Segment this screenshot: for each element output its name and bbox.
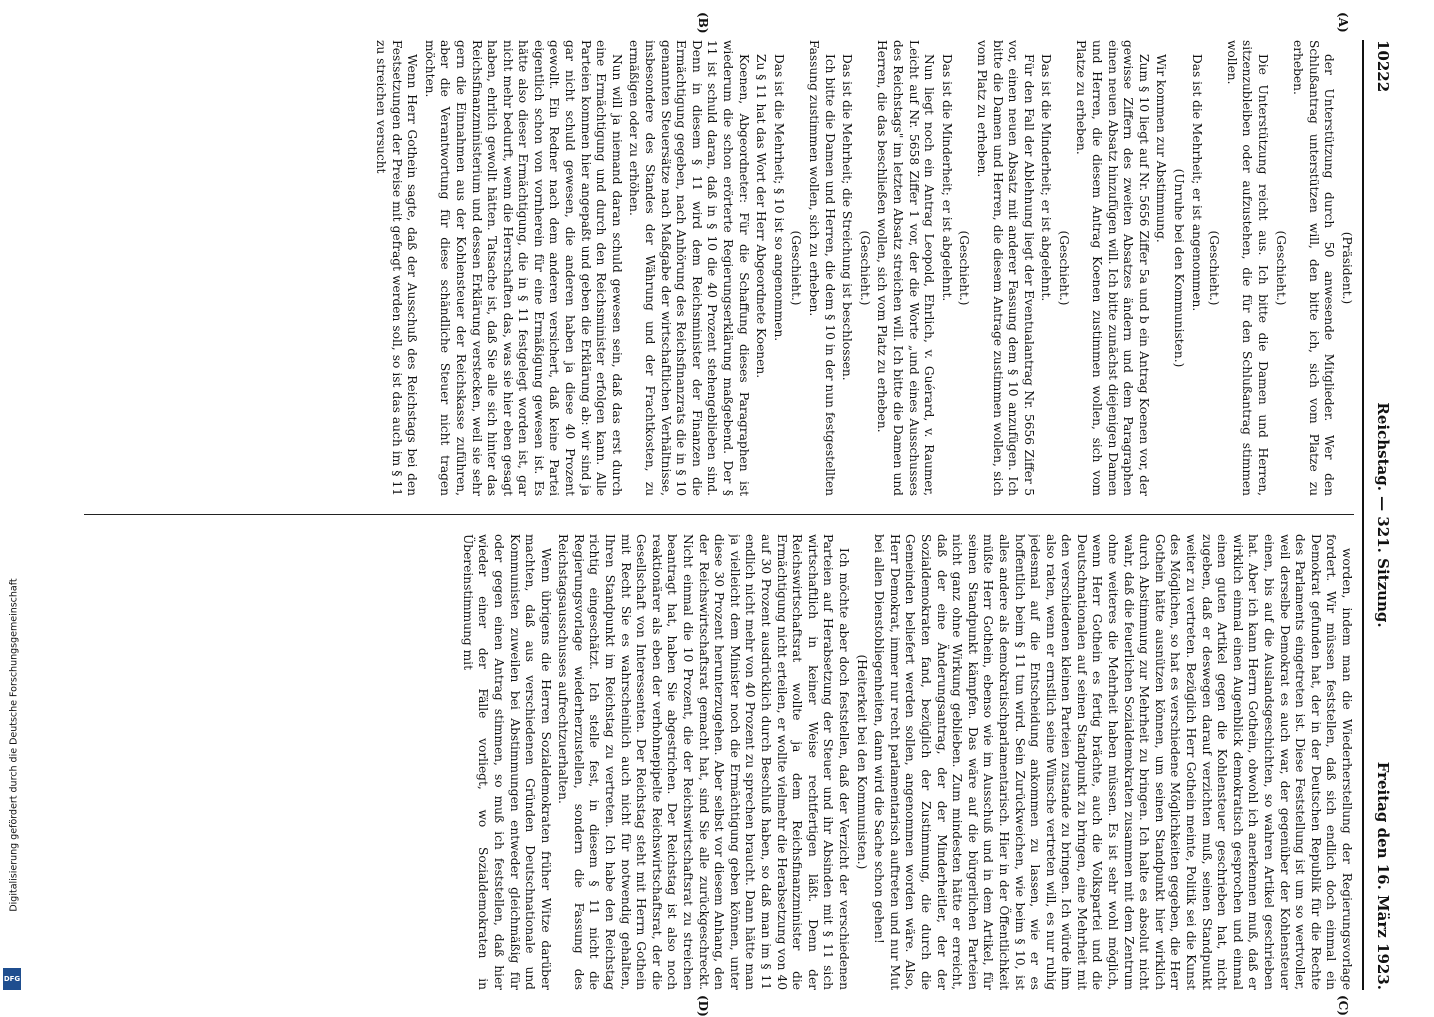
- left-column-paragraph: (Geschieht.): [789, 230, 804, 306]
- left-column-paragraph: Zu § 11 hat das Wort der Herr Abgeordnete Koenen.: [754, 54, 769, 379]
- left-column-paragraph: (Präsident.): [1340, 231, 1354, 305]
- left-column-paragraph: Das ist die Mehrheit; § 10 ist so angenommen.: [771, 54, 786, 342]
- left-column-paragraph: (Geschieht.): [957, 230, 972, 306]
- page-number: 10222: [1374, 40, 1392, 93]
- left-column-paragraph: (Geschieht.): [1056, 230, 1071, 306]
- session-date: Freitag den 16. März 1923.: [1374, 761, 1392, 990]
- right-column-paragraph: (Heiterkeit bei den Kommunisten.): [854, 654, 869, 870]
- left-column-paragraph: Das ist die Minderheit; er ist abgelehnt.: [939, 54, 954, 302]
- page-header: [1362, 40, 1400, 990]
- right-column-paragraph: Ich möchte aber doch feststellen, daß der Verzicht der verschiedenen Parteien auf Herabsetzung der Steuer und ihr Absinden mit § 11 sich wirtschaftlich in keiner Weise rechtfertigen läßt. Denn der Reichswirtschaftsrat wollte ja dem Reichsfinanzminister die Ermächtigung nicht erteilen, er wollte vielmehr die Herabsetzung von 40 auf 30 Prozent ausdrücklich durch Beschluß haben, so daß man im § 11 endlich nicht mehr von 40 Prozent zu sprechen braucht. Dann hätte man ja vielleicht dem Minister noch die Ermächtigung geben können, unter diese 30 Prozent herunterzugehen. Aber selbst vor diesem Anhang, den der Reichswirtschaftsrat gemacht hat, sind Sie alle zurückgeschreckt. Nicht einmal die 10 Prozent, die der Reichswirtschaftsrat zu streichen beantragt hat, haben Sie abgestrichen. Der Reichstag ist also noch reaktionärer als eben der verhohnepipelte Reichswirtschaftsrat, der die Gesellschaft von Interessenten. Der Reichstag steht mit Herrn Gothein mit Recht Sie es wahrscheinlich auch nicht für notwendig gehalten, Ihren Standpunkt im Reichstag zu vertreten. Ich habe den Reichstag richtig eingeschätzt. Ich stelle fest, in diesem § 11 nicht die Regierungsvorlage wiederherzustellen, sondern die Fassung des Reichstagsausschusses aufrechtzuerhalten.: [556, 534, 851, 990]
- left-column-paragraph: Ich bitte die Damen und Herren, die dem § 10 in der nun festgestellten Fassung zustimmen wollen, sich zu erheben.: [807, 40, 837, 496]
- margin-mark-a: (A): [1336, 12, 1350, 33]
- left-column-paragraph: (Unruhe bei den Kommunisten.): [1172, 168, 1187, 368]
- left-column-paragraph: (Geschieht.): [1207, 230, 1222, 306]
- margin-mark-c: (C): [1336, 995, 1350, 1016]
- right-column-paragraph: worden, indem man die Wiederherstellung der Regierungsvorlage fordert. Wir müssen feststellen, daß sich endlich doch einmal ein Demokrat gefunden hat, der in der Deutschen Republik für die Rechte des Parlaments eingetreten ist. Diese Feststellung ist um so wertvoller, weil derselbe Demokrat es auch war, der gegenüber der Kohlensteuer einen, bis auf die Auslandsgeschichten, so wahren Artikel geschrieben hat. Aber ich kann Herrn Gothein, obwohl ich anerkennen muß, daß er wirklich einmal einen Augenblick demokratisch gesprochen und einmal einen guten Artikel gegen die Kohlensteuer geschrieben hat, nicht zugeben, daß er deswegen darauf verzichten muß, seinen Standpunkt weiter zu vertreten. Bezüglich Herr Gothein meinte, Politik sei die Kunst des Möglichen, so hat es verschiedene Möglichkeiten gegeben, die Herr Gothein hätte ausnützen können, um seinen Standpunkt hier wirklich durch Abstimmung zur Mehrheit zu bringen. Ich halte es absolut nicht wahr, daß die feuerlichen Sozialdemokraten zusammen mit dem Zentrum ohne weiteres die Mehrheit haben müssen. Es ist sehr wohl möglich, wenn Herr Gothein es fertig brächte, auch die Volkspartei und die Deutschnationalen auf seinen Standpunkt zu bringen, eine Mehrheit mit den verschiedenen kleinen Parteien zustande zu bringen. Ich würde ihm also raten, wenn er ernstlich seine Wünsche vertreten will, es nur ruhig jedesmal auf die Entscheidung ankommen zu lassen, wie er es hoffentlich beim § 11 tun wird. Sein Zurückweichen, wie beim § 10, ist alles andere als demokratischparlamentarisch. Hier in der Öffentlichkeit müßte Herr Gothein, ebenso wie im Ausschuß und in dem Artikel, für seinen Standpunkt kämpfen. Das wäre auf die bürgerlichen Parteien nicht ganz ohne Wirkung geblieben. Zum mindesten hätte er erreicht, daß der eine Änderungsantrag, der der Minderheitler, der der Sozialdemokraten fand, bezüglich der Zustimmung, die durch die Gemeinden beliefert werden sollen, angenommen worden wäre. Also, Herr Demokrat, immer nur recht parlamentarisch auftreten und nur Mut bei allen Dienstobliegenheiten, dann wird die Sache schon gehen!: [872, 534, 1354, 990]
- left-column-paragraph: (Geschieht.): [1273, 230, 1288, 306]
- left-column-paragraph: Nun liegt noch ein Antrag Leopold, Ehrlich, v. Guérard, v. Raumer, Leicht auf Nr. 5658 Ziffer 1 vor, der die Worte „und eines Ausschusses des Reichstags" im letzten Absatz streichen will. Ich bitte die Damen und Herren, die das beschließen wollen, sich vom Platz zu erheben.: [875, 40, 937, 496]
- left-column-paragraph: Nun will ja niemand daran schuld gewesen sein, daß das erst durch eine Ermächtigung und durch den Reichsminister erfolgen kann. Alle Parteien kommen hier angepaßt und geben die Erklärung ab: wir sind ja gar nicht schuld gewesen, die anderen haben ja diese 40 Prozent gewollt. Ein Redner nach dem anderen versichert, daß keine Partei eigentlich schon von vornherein für eine Ermäßigung gewesen ist. Es hätte also dieser Ermächtigung, die in § 11 festgelegt worden ist, gar nicht mehr bedurft, wenn die Herrschaften das, was sie hier eben gesagt haben, ehrlich gewollt hätten. Tatsache ist, daß Sie alle sich hinter das Reichsfinanzministerium und dessen Erklärung verstecken, weil sie sehr gern die Einnahmen aus der Kohlensteuer der Reichskasse zuführen, aber die Verantwortung für diese schändliche Steuer nicht tragen möchten.: [422, 40, 624, 496]
- digitization-credit-text: Digitalisierung gefördert durch die Deutsche Forschungsgemeinschaft: [8, 578, 20, 912]
- left-column: [84, 40, 1354, 496]
- left-column-paragraph: der Unterstützung durch 50 anwesende Mitglieder. Wer den Schlußantrag unterstützen will, den bitte ich, sich vom Platze zu erheben.: [1291, 40, 1337, 496]
- left-column-paragraph: Wenn Herr Gothein sagte, daß der Ausschuß des Reichstags bei den Festsetzungen der Preise mit gefragt werden soll, so ist das auch im § 11 zu streichen versucht: [373, 40, 420, 496]
- left-column-paragraph: Das ist die Mehrheit; die Streichung ist beschlossen.: [840, 54, 855, 381]
- margin-mark-d: (D): [696, 995, 710, 1017]
- right-column-paragraph: Wenn übrigens die Herren Sozialdemokraten früher Witze darüber machten, daß aus verschiedenen Gründen Deutschnationale und Kommunisten zuweilen bei Abstimmungen entweder gleichmäßig für oder gegen einen Antrag stimmen, so muß ich feststellen, daß hier wieder einer der Fälle vorliegt, wo Sozialdemokraten in Übereinstimmung mit: [460, 534, 553, 990]
- left-column-paragraph: Die Unterstützung reicht aus. Ich bitte die Damen und Herren, sitzenzubleiben oder aufzustehen, die für den Schlußantrag stimmen wollen.: [1224, 40, 1271, 496]
- left-column-paragraph: Das ist die Minderheit; er ist abgelehnt.: [1039, 54, 1054, 302]
- margin-mark-b: (B): [696, 12, 710, 34]
- dfg-logo: DFG: [3, 968, 21, 990]
- digitization-credit: [8, 500, 20, 990]
- rotated-page-content: [70, 12, 1400, 1017]
- column-divider: [84, 514, 1354, 515]
- left-column-paragraph: Wir kommen zur Abstimmung.: [1154, 54, 1169, 243]
- left-column-paragraph: Zum § 10 liegt auf Nr. 5656 Ziffer 5a und b ein Antrag Koenen vor, der gewisse Ziffern des zweiten Absatzes ändern und dem Paragraphen einen neuen Absatz hinzufügen will. Ich bitte zunächst diejenigen Damen und Herren, die diesem Antrag Koenen zustimmen wollen, sich vom Platze zu erheben.: [1074, 40, 1151, 496]
- left-column-paragraph: Das ist die Mehrheit; er ist angenommen.: [1189, 54, 1204, 312]
- left-column-paragraph: Für den Fall der Ablehnung liegt der Eventualantrag Nr. 5656 Ziffer 5 vor, einen neuen Absatz mit anderer Fassung dem § 10 anzufügen. Ich bitte die Damen und Herren, die diesem Antrage zustimmen wollen, sich vom Platz zu erheben.: [974, 40, 1036, 496]
- left-column-paragraph: (Geschieht.): [857, 230, 872, 306]
- left-column-paragraph: Koenen, Abgeordneter: Für die Schaffung dieses Paragraphen ist wiederum die schon erörterte Regierungserklärung maßgebend. Der § 11 ist schuld daran, daß in § 10 die 40 Prozent stehengeblieben sind. Denn in diesem § 11 wird dem Reichsminister der Finanzen die Ermächtigung gegeben, nach Anhörung des Reichsfinanzrats die in § 10 genannten Steuersätze nach Maßgabe der wirtschaftlichen Verhältnisse, insbesondere des Standes der Währung und der Frachtkosten, zu ermäßigen oder zu erhöhen.: [627, 40, 751, 496]
- page-title: Reichstag. — 321. Sitzung.: [1374, 402, 1392, 628]
- right-column: [84, 534, 1354, 990]
